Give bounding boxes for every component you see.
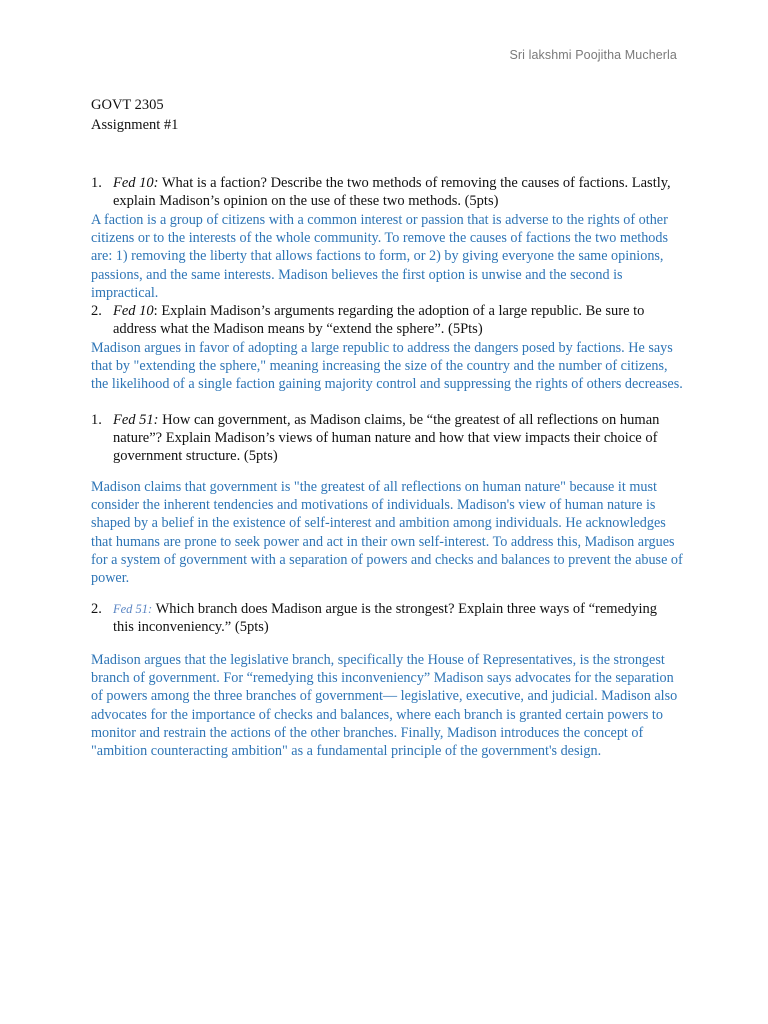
answer-1: A faction is a group of citizens with a common interest or passion that is adverse to the rights of other citizens or to the interests of the whole community. To remove the causes of factions the two methods are: 1) removing the liberty that allows factions to form, or 2) by giving everyone the same opinions, passions, and the same interests. Madison believes the first option is unwise and the second is impractical.	[91, 212, 669, 301]
question-number: 2.	[91, 601, 102, 617]
question-4	[91, 600, 681, 636]
course-block	[91, 95, 178, 135]
fed-reference: Fed 10:	[113, 175, 159, 191]
question-prompt: How can government, as Madison claims, be “the greatest of all reflections on human nature”? Explain Madison’s views of human nature and how that view impacts their choice of government structure. (5pts)	[113, 412, 660, 465]
answer-3: Madison claims that government is "the greatest of all reflections on human nature" because it must consider the inherent tendencies and motivations of individuals. Madison's view of human nature is shaped by a belief in the existence of self-interest and ambition among individuals. He acknowledges that humans are prone to seek power and act in their own self-interest. To address this, Madison argues for a system of government with a separation of powers and checks and balances to prevent the abuse of power.	[91, 479, 683, 587]
fed-reference: Fed 51:	[113, 412, 159, 428]
question-number: 2.	[91, 303, 102, 319]
author-name: Sri lakshmi Poojitha Mucherla	[509, 48, 677, 62]
course-code: GOVT 2305	[91, 97, 164, 113]
question-text	[113, 600, 681, 636]
question-text	[113, 174, 681, 210]
question-1	[91, 174, 681, 210]
fed-reference: Fed 51:	[113, 602, 153, 616]
question-text	[113, 411, 681, 466]
question-prompt: : Explain Madison’s arguments regarding the adoption of a large republic. Be sure to address what the Madison means by “extend the sphere”. (5Pts)	[113, 303, 645, 338]
question-prompt: Which branch does Madison argue is the strongest? Explain three ways of “remedying this inconveniency.” (5pts)	[113, 601, 658, 636]
assignment-title: Assignment #1	[91, 117, 179, 133]
question-number: 1.	[91, 412, 102, 428]
answer-2: Madison argues in favor of adopting a large republic to address the dangers posed by factions. He says that by "extending the sphere," meaning increasing the size of the country and the number of citizens, the likelihood of a single faction gaining majority control and suppressing the rights of others decreases.	[91, 340, 683, 393]
question-2	[91, 302, 681, 338]
question-prompt: What is a faction? Describe the two methods of removing the causes of factions. Lastly, explain Madison’s opinion on the use of these two methods. (5pts)	[113, 175, 671, 210]
fed-reference: Fed 10	[113, 303, 154, 319]
question-number: 1.	[91, 175, 102, 191]
question-text	[113, 302, 681, 338]
answer-4: Madison argues that the legislative branch, specifically the House of Representatives, is the strongest branch of government. For “remedying this inconveniency” Madison says advocates for the separation of powers among the three branches of government— legislative, executive, and judicial. Madison also advocates for the importance of checks and balances, where each branch is granted certain powers to monitor and restrain the actions of the other branches. Finally, Madison introduces the concept of "ambition counteracting ambition" as a fundamental principle of the government's design.	[91, 652, 678, 760]
question-3	[91, 411, 681, 466]
